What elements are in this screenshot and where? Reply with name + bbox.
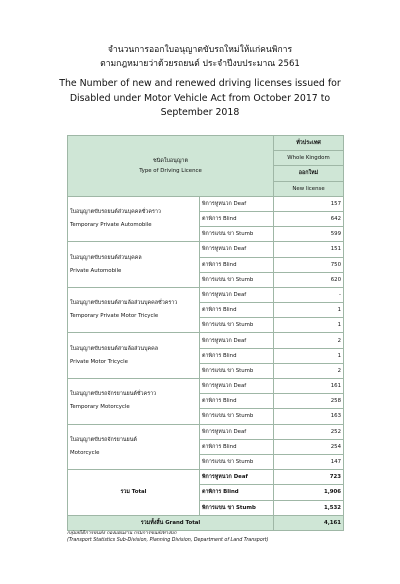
document-title [0,44,400,121]
disability-label: พิการแขน ขา Stumb [200,318,274,333]
disability-label: พิการแขน ขา Stumb [200,363,274,378]
disability-label: พิการหูหนวก Deaf [200,242,274,257]
license-type-english: Temporary Motorcycle [70,404,130,411]
header-type-english: Type of Driving Licence [139,167,202,174]
license-count: 1 [274,318,344,333]
license-type-cell [68,424,200,470]
license-count: 1 [274,348,344,363]
header-new-thai: ออกใหม่ [274,166,344,181]
license-count: 1 [274,303,344,318]
license-count: 599 [274,227,344,242]
disability-label: พิการแขน ขา Stumb [200,409,274,424]
header-kingdom-english: Whole Kingdom [274,151,344,166]
license-count: 151 [274,242,344,257]
disability-label: พิการแขน ขา Stumb [200,272,274,287]
license-type-cell [68,242,200,288]
disability-label: พิการหูหนวก Deaf [200,196,274,211]
total-label: รวม Total [68,470,200,516]
disability-label: พิการหูหนวก Deaf [200,287,274,302]
license-type-cell [68,287,200,333]
table-row [68,424,344,439]
title-english-line-3: September 2018 [160,107,240,118]
total-disability-label: พิการแขน ขา Stumb [200,500,274,515]
total-row [68,470,344,485]
license-type-cell [68,379,200,425]
license-type-thai: ใบอนุญาตขับรถจักรยานยนต์ชั่วคราว [70,391,157,398]
grand-total-row [68,515,344,530]
license-type-english: Temporary Private Automobile [70,222,152,229]
disability-label: ตาพิการ Blind [200,394,274,409]
license-type-thai: ใบอนุญาตขับรถยนต์สามล้อส่วนบุคคล [70,345,159,352]
table-row [68,333,344,348]
source-note [67,530,268,544]
disability-label: ตาพิการ Blind [200,257,274,272]
grand-total-label: รวมทั้งสิ้น Grand Total [68,515,274,530]
title-english-line-1: The Number of new and renewed driving licenses issued for [59,78,341,89]
license-type-english: Motorcycle [70,449,100,456]
table-row [68,196,344,211]
license-count: 258 [274,394,344,409]
license-table [67,135,344,531]
license-type-thai: ใบอนุญาตขับรถจักรยานยนต์ [70,436,137,443]
disability-label: พิการแขน ขา Stumb [200,227,274,242]
disability-label: พิการแขน ขา Stumb [200,454,274,469]
license-count: 252 [274,424,344,439]
total-count: 723 [274,470,344,485]
disability-label: พิการหูหนวก Deaf [200,379,274,394]
source-english: (Transport Statistics Sub-Division, Planning Division, Department of Land Transport) [67,538,269,543]
total-disability-label: ตาพิการ Blind [200,485,274,500]
license-type-cell [68,196,200,242]
license-type-thai: ใบอนุญาตขับรถยนต์สามล้อส่วนบุคคลชั่วคราว [70,300,178,307]
license-count: 157 [274,196,344,211]
header-type-thai: ชนิดใบอนุญาต [153,157,188,164]
disability-label: พิการหูหนวก Deaf [200,424,274,439]
total-count: 1,532 [274,500,344,515]
total-count: 1,906 [274,485,344,500]
total-disability-label: พิการหูหนวก Deaf [200,470,274,485]
license-count: 163 [274,409,344,424]
disability-label: พิการหูหนวก Deaf [200,333,274,348]
disability-label: ตาพิการ Blind [200,211,274,226]
license-count: 642 [274,211,344,226]
disability-label: ตาพิการ Blind [200,439,274,454]
disability-label: ตาพิการ Blind [200,303,274,318]
license-type-english: Private Motor Tricycle [70,358,128,365]
title-thai-line-1: จำนวนการออกใบอนุญาตขับรถใหม่ให้แก่คนพิการ [107,45,293,55]
license-type-english: Private Automobile [70,267,122,274]
disability-label: ตาพิการ Blind [200,348,274,363]
license-type-thai: ใบอนุญาตขับรถยนต์ส่วนบุคคล [70,254,142,261]
license-count: 2 [274,363,344,378]
license-count: 620 [274,272,344,287]
license-count: 147 [274,454,344,469]
header-kingdom-thai: ทั่วประเทศ [274,136,344,151]
license-count: - [274,287,344,302]
table-row [68,242,344,257]
license-type-thai: ใบอนุญาตขับรถยนต์ส่วนบุคคลชั่วคราว [70,209,161,216]
license-type-english: Temporary Private Motor Tricycle [70,313,159,320]
source-thai: กลุ่มสถิติการขนส่ง กองแผนงาน กรมการขนส่งทางบก [67,531,177,536]
header-row-1 [68,136,344,151]
header-new-english: New license [274,181,344,196]
license-count: 161 [274,379,344,394]
grand-total-value: 4,161 [274,515,344,530]
license-count: 2 [274,333,344,348]
title-english-line-2: Disabled under Motor Vehicle Act from October 2017 to [69,92,331,104]
license-count: 750 [274,257,344,272]
license-type-cell [68,333,200,379]
header-type-cell [68,136,274,197]
title-thai-line-2: ตามกฎหมายว่าด้วยรถยนต์ ประจำปีงบประมาณ 2561 [100,59,300,69]
table-row [68,287,344,302]
table-row [68,379,344,394]
license-count: 254 [274,439,344,454]
